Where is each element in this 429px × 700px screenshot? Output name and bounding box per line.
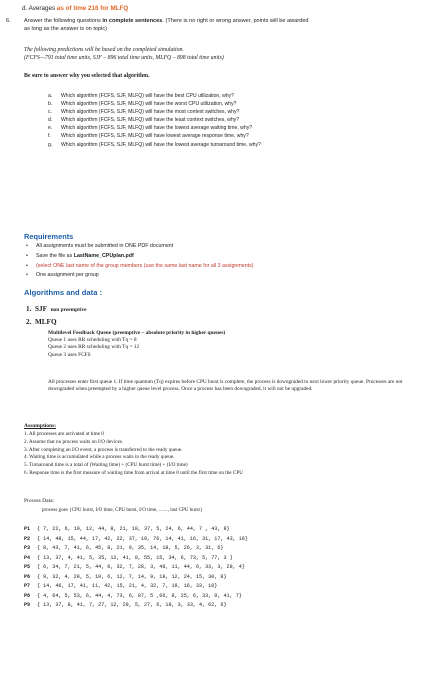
question-text-a: Answer the following questions	[24, 18, 103, 24]
heading-prefix: d. Averages	[22, 5, 57, 12]
algorithms-title: Algorithms and data :	[24, 288, 103, 297]
algorithm-note: non preemptive	[50, 307, 87, 313]
item-letter: a.	[48, 93, 53, 99]
list-item	[48, 100, 261, 108]
table-row	[24, 601, 248, 611]
list-item: 6. Response time is the first measure of waiting time from arrival at time 0 until the first time on the CPU	[24, 469, 243, 476]
list-item	[48, 92, 261, 100]
list-item	[48, 116, 261, 124]
item-text: Which algorithm (FCFS, SJF, MLFQ) will have lowest average response time, why?	[61, 133, 249, 140]
list-item: 4. Waiting time is accumulated while a process waits in the ready queue.	[24, 454, 175, 461]
question-text-c: as long as the answer is on topic)	[24, 26, 108, 32]
requirements-title: Requirements	[24, 232, 74, 241]
item-text: Which algorithm (FCFS, SJF, MLFQ) will have the lowest average waiting time, why?	[61, 125, 253, 132]
list-item	[48, 108, 261, 116]
item-text: One assignment per group	[36, 272, 99, 279]
mlfq-paragraph: All processes enter first queue 1. If time quantum (Tq) expires before CPU burst is complete, the process is downgraded to next lower priority queue. Processes are not downgraded when preempted by a higher queue level process. Once a process has been downgraded, it will not be upgraded.	[48, 379, 403, 393]
item-letter: c.	[48, 109, 52, 116]
item-text: (select ONE last name of the group members (use the same last name for all 3 assignments)	[36, 262, 254, 269]
process-name: P2	[24, 535, 31, 542]
list-item	[24, 242, 254, 252]
algorithm-number: 2.	[26, 318, 32, 326]
assumptions-title: Assumptions:	[24, 423, 57, 429]
process-data-format: process goes {CPU burst, I/O time, CPU burst, I/O time, ......., last CPU burst}	[42, 507, 203, 513]
requirements-list	[24, 242, 254, 281]
heading-suffix: for MLFQ	[98, 5, 129, 12]
process-name: P5	[24, 564, 31, 570]
table-row	[24, 525, 248, 535]
mlfq-desc-line: Queue 3 uses FCFS	[48, 351, 91, 358]
item-text: Which algorithm (FCFS, SJF, MLFQ) will have the most context switches, why?	[61, 109, 240, 116]
list-item: 5. Turnaround time is a total of (Waiting time) + (CPU burst time) + (I/O time)	[24, 462, 188, 469]
predictions-line-1: The following predictions will be based on the completed simulation.	[24, 47, 184, 53]
algorithm-mlfq	[26, 318, 57, 326]
list-item: 2. Assume that no process waits on I/O devices.	[24, 438, 124, 445]
question-6	[6, 17, 416, 33]
item-text: Which algorithm (FCFS, SJF, MLFQ) will have the worst CPU utilization, why?	[61, 101, 237, 108]
process-bursts: { 14, 48, 15, 44, 17, 42, 22, 37, 19, 76, 14, 41, 16, 31, 17, 43, 18}	[37, 535, 248, 542]
list-item	[48, 132, 261, 140]
table-row	[24, 535, 248, 545]
predictions-block	[24, 46, 224, 62]
process-bursts: { 13, 37, 8, 41, 7, 27, 12, 29, 5, 27, 6, 18, 3, 33, 4, 62, 6}	[37, 602, 227, 608]
table-row	[24, 592, 248, 602]
question-number: 6.	[6, 18, 11, 24]
question-text-bold: in complete sentences	[102, 18, 163, 24]
item-text: All assignments must be submitted in ONE PDF document	[36, 243, 174, 249]
table-row	[24, 563, 248, 573]
process-list	[24, 525, 248, 611]
mlfq-desc-line: Queue 2 uses RR scheduling with Tq = 12	[48, 344, 140, 351]
process-name: P6	[24, 573, 31, 580]
table-row	[24, 554, 248, 564]
process-name: P8	[24, 592, 31, 599]
question-text-b: . (There is no right or wrong answer, points will be awarded	[162, 18, 309, 24]
process-data-title: Process Data:	[24, 498, 55, 504]
process-name: P3	[24, 545, 31, 551]
list-item	[24, 262, 254, 272]
algorithm-sjf	[26, 305, 87, 313]
algorithm-number: 1.	[26, 305, 32, 313]
mlfq-desc-line: Queue 1 uses RR scheduling with Tq = 8	[48, 337, 137, 344]
item-text: Which algorithm (FCFS, SJF, MLFQ) will have the best CPU utilization, why?	[61, 93, 234, 99]
item-text: Which algorithm (FCFS, SJF, MLFQ) will have the least context switches, why?	[61, 117, 240, 124]
heading-highlight: as of time 216	[56, 5, 99, 12]
section-heading	[22, 5, 128, 12]
process-bursts: { 14, 46, 17, 41, 11, 42, 15, 21, 4, 32, 7, 19, 16, 33, 10}	[37, 583, 218, 589]
table-row	[24, 573, 248, 583]
instruction-line: Be sure to answer why you selected that algorithm.	[24, 73, 150, 79]
algorithm-name: MLFQ	[34, 318, 57, 326]
item-letter: d.	[48, 117, 53, 124]
process-bursts: { 9, 32, 4, 28, 5, 10, 6, 12, 7, 14, 9, 18, 12, 24, 15, 30, 8}	[37, 573, 227, 580]
mlfq-description	[48, 330, 225, 359]
item-text: Which algorithm (FCFS, SJF, MLFQ) will have the lowest average turnaround time, why?	[61, 141, 261, 148]
list-item: 1. All processes are activated at time 0	[24, 431, 104, 437]
process-name: P1	[24, 526, 31, 532]
list-item	[24, 252, 254, 262]
process-bursts: { 13, 37, 4, 41, 5, 35, 12, 41, 8, 55, 15, 34, 6, 73, 5, 77, 3 }	[37, 554, 233, 561]
algorithm-name: SJF	[34, 305, 47, 313]
table-row	[24, 544, 248, 554]
item-letter: f.	[48, 133, 51, 140]
predictions-line-2: (FCFS—791 total time units, SJF – 896 total time units, MLFQ – 898 total time units)	[24, 55, 224, 61]
process-bursts: { 8, 43, 7, 41, 6, 45, 8, 21, 9, 35, 14, 18, 5, 26, 3, 31, 6}	[37, 545, 224, 551]
item-letter: b.	[48, 101, 53, 108]
list-item	[24, 271, 254, 281]
filename-text: LastName_CPUplan.pdf	[73, 252, 134, 259]
question-list	[48, 92, 261, 149]
table-row	[24, 582, 248, 592]
assumptions-list	[24, 431, 243, 478]
list-item	[48, 141, 261, 149]
process-bursts: { 4, 64, 5, 53, 6, 44, 4, 73, 6, 87, 5 ,66, 8, 25, 6, 33, 9, 41, 7}	[37, 592, 242, 599]
list-item	[48, 124, 261, 132]
item-letter: g.	[48, 141, 53, 148]
process-bursts: { 7, 22, 6, 19, 12, 44, 8, 21, 10, 37, 5, 24, 6, 44, 7 , 43, 8}	[37, 526, 230, 532]
process-name: P9	[24, 602, 31, 608]
item-text: Save the file as	[36, 252, 74, 259]
process-bursts: { 6, 34, 7, 21, 5, 44, 6, 32, 7, 28, 3, 48, 11, 44, 6, 33, 3, 28, 4}	[37, 564, 245, 570]
list-item: 3. After completing an I/O event, a process is transferred to the ready queue.	[24, 446, 183, 453]
mlfq-desc-line: Multilevel Feedback Queue (preemptive – absolute priority in higher queues)	[48, 330, 226, 336]
process-name: P4	[24, 554, 31, 561]
item-letter: e.	[48, 125, 53, 132]
process-name: P7	[24, 583, 31, 589]
